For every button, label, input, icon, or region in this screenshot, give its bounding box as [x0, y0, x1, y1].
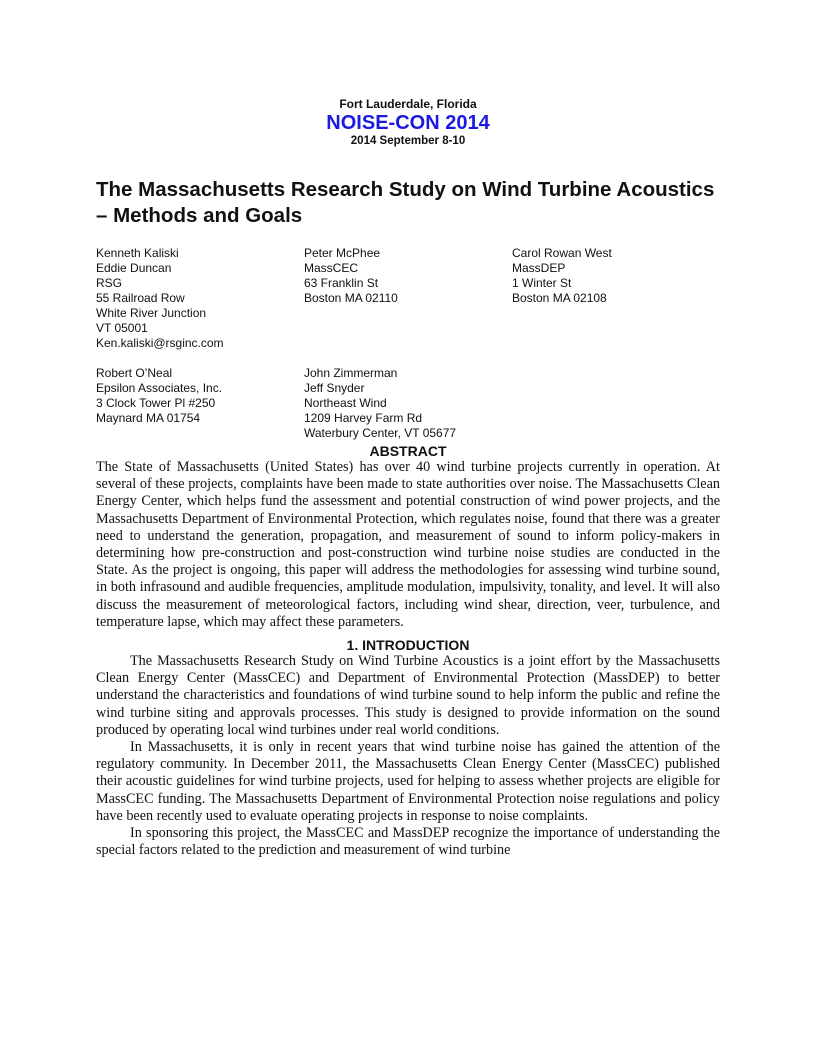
author-line: Kenneth Kaliski	[96, 246, 179, 260]
author-line: 1 Winter St	[512, 276, 572, 290]
author-line: Boston MA 02110	[304, 291, 398, 305]
author-affiliation	[304, 246, 512, 351]
author-line: Northeast Wind	[304, 396, 387, 410]
author-line: RSG	[96, 276, 123, 290]
author-affiliation	[96, 246, 304, 351]
author-line: Eddie Duncan	[96, 261, 172, 275]
author-affiliation	[96, 366, 304, 441]
author-line: MassCEC	[304, 261, 359, 275]
author-line: Waterbury Center, VT 05677	[304, 426, 457, 440]
abstract-heading: ABSTRACT	[369, 443, 447, 459]
introduction-heading: 1. INTRODUCTION	[346, 637, 470, 654]
author-line: 3 Clock Tower Pl #250	[96, 396, 216, 410]
author-line: Epsilon Associates, Inc.	[96, 381, 223, 395]
author-line: Peter McPhee	[304, 246, 381, 260]
author-row	[96, 246, 720, 351]
author-line: Jeff Snyder	[304, 381, 365, 395]
paper-page	[96, 0, 720, 859]
author-line: MassDEP	[512, 261, 566, 275]
author-line: 55 Railroad Row	[96, 291, 185, 305]
paper-title: The Massachusetts Research Study on Wind Turbine Acoustics – Methods and Goals	[96, 178, 715, 227]
intro-paragraph: The Massachusetts Research Study on Wind Turbine Acoustics is a joint effort by the Massachusetts Clean Energy Center (MassCEC) and Department of Environmental Protection (MassDEP) to better understand the characteristics and foundations of wind turbine sound to help inform the public and refine the wind turbine siting and approvals processes. This study is designed to provide information on the sound produced by operating local wind turbines under real world conditions.	[96, 653, 720, 738]
author-line: 1209 Harvey Farm Rd	[304, 411, 423, 425]
author-line: Ken.kaliski@rsginc.com	[96, 336, 224, 350]
author-line: VT 05001	[96, 321, 148, 335]
author-block	[96, 246, 720, 441]
author-affiliation	[304, 366, 512, 441]
author-row	[96, 366, 720, 441]
conference-name: NOISE-CON 2014	[326, 112, 490, 134]
author-line: Robert O’Neal	[96, 366, 173, 380]
author-line: White River Junction	[96, 306, 207, 320]
conference-header	[96, 97, 720, 148]
conference-dates: 2014 September 8-10	[350, 135, 466, 147]
author-line: 63 Franklin St	[304, 276, 379, 290]
author-line: Carol Rowan West	[512, 246, 612, 260]
author-line: John Zimmerman	[304, 366, 398, 380]
author-affiliation	[512, 246, 720, 351]
abstract-text: The State of Massachusetts (United States) has over 40 wind turbine projects currently in operation. At several of these projects, complaints have been made to state authorities over noise. The Massachusetts Clean Energy Center, which helps fund the assessment and potential construction of wind power projects, and the Massachusetts Department of Environmental Protection, which regulates noise, found that there was a greater need to understand the generation, propagation, and measurement of sound to inform policy-makers in determining how pre-construction and post-construction wind turbine noise studies are conducted in the State. As the project is ongoing, this paper will address the methodologies for assessing wind turbine sound, in both infrasound and audible frequencies, amplitude modulation, impulsivity, tonality, and level. It will also discuss the measurement of meteorological factors, including wind shear, direction, veer, turbulence, and temperature lapse, which may affect these parameters.	[96, 459, 720, 630]
author-line: Boston MA 02108	[512, 291, 607, 305]
intro-paragraph: In sponsoring this project, the MassCEC and MassDEP recognize the importance of understanding the special factors related to the prediction and measurement of wind turbine	[96, 825, 720, 859]
author-line: Maynard MA 01754	[96, 411, 201, 425]
conference-location: Fort Lauderdale, Florida	[339, 97, 477, 111]
intro-paragraph: In Massachusetts, it is only in recent years that wind turbine noise has gained the attention of the regulatory community. In December 2011, the Massachusetts Clean Energy Center (MassCEC) published their acoustic guidelines for wind turbine projects, used for helping to assess whether projects are eligible for MassCEC funding. The Massachusetts Department of Environmental Protection noise regulations and policy have been recently used to evaluate operating projects in response to noise complaints.	[96, 739, 720, 824]
